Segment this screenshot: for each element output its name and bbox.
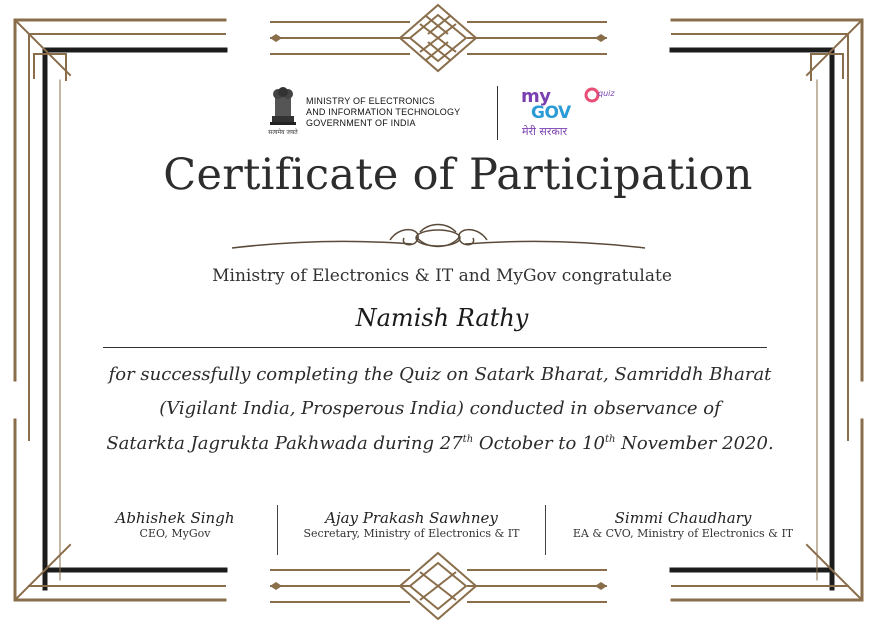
body-line-1: for successfully completing the Quiz on Satark Bharat, Samriddh Bharat (108, 364, 772, 385)
flourish-ornament-icon (232, 225, 645, 249)
signatory-title: CEO, MyGov (139, 527, 211, 540)
signatory-1 (85, 509, 265, 540)
mygov-quiz-label: quiz (598, 89, 615, 98)
congrats-line: Ministry of Electronics & IT and MyGov congratulate (212, 266, 672, 286)
logo-divider (497, 86, 498, 140)
signatory-2 (280, 509, 543, 540)
recipient-name: Namish Rathy (355, 304, 529, 332)
ministry-name (306, 96, 460, 129)
ministry-line-1: MINISTRY OF ELECTRONICS (306, 96, 435, 106)
body-line-3-part-a: Satarkta Jagrukta Pakhwada during 27 (106, 433, 463, 454)
emblem-caption: सत्यमेव जयते (268, 129, 298, 136)
signatory-title: EA & CVO, Ministry of Electronics & IT (572, 527, 794, 540)
body-line-3 (40, 433, 840, 454)
signatory-name: Ajay Prakash Sawhney (325, 509, 498, 527)
mygov-hindi-tagline: मेरी सरकार (522, 125, 568, 138)
ministry-line-2: AND INFORMATION TECHNOLOGY (306, 107, 461, 117)
certificate-title: Certificate of Participation (163, 150, 753, 200)
body-line-3-part-c: November 2020. (615, 433, 774, 454)
signatory-name: Abhishek Singh (115, 509, 235, 527)
signatory-title: Secretary, Ministry of Electronics & IT (303, 527, 520, 540)
signatory-3 (548, 509, 818, 540)
ordinal-suffix-1: th (462, 434, 474, 445)
signatory-name: Simmi Chaudhary (614, 509, 752, 527)
body-line-3-part-b: October to 10 (473, 433, 605, 454)
mygov-logo-gov: GOV (531, 103, 571, 123)
name-underline (103, 347, 767, 348)
signature-divider (545, 505, 546, 555)
signature-divider (277, 505, 278, 555)
bottom-ornament (270, 553, 607, 619)
body-line-2: (Vigilant India, Prosperous India) conducted in observance of (159, 398, 721, 419)
mygov-logo-my: my (521, 86, 551, 107)
national-emblem-icon (266, 86, 300, 128)
ordinal-suffix-2: th (604, 434, 616, 445)
top-ornament (270, 5, 607, 71)
ministry-line-3: GOVERNMENT OF INDIA (306, 118, 416, 128)
